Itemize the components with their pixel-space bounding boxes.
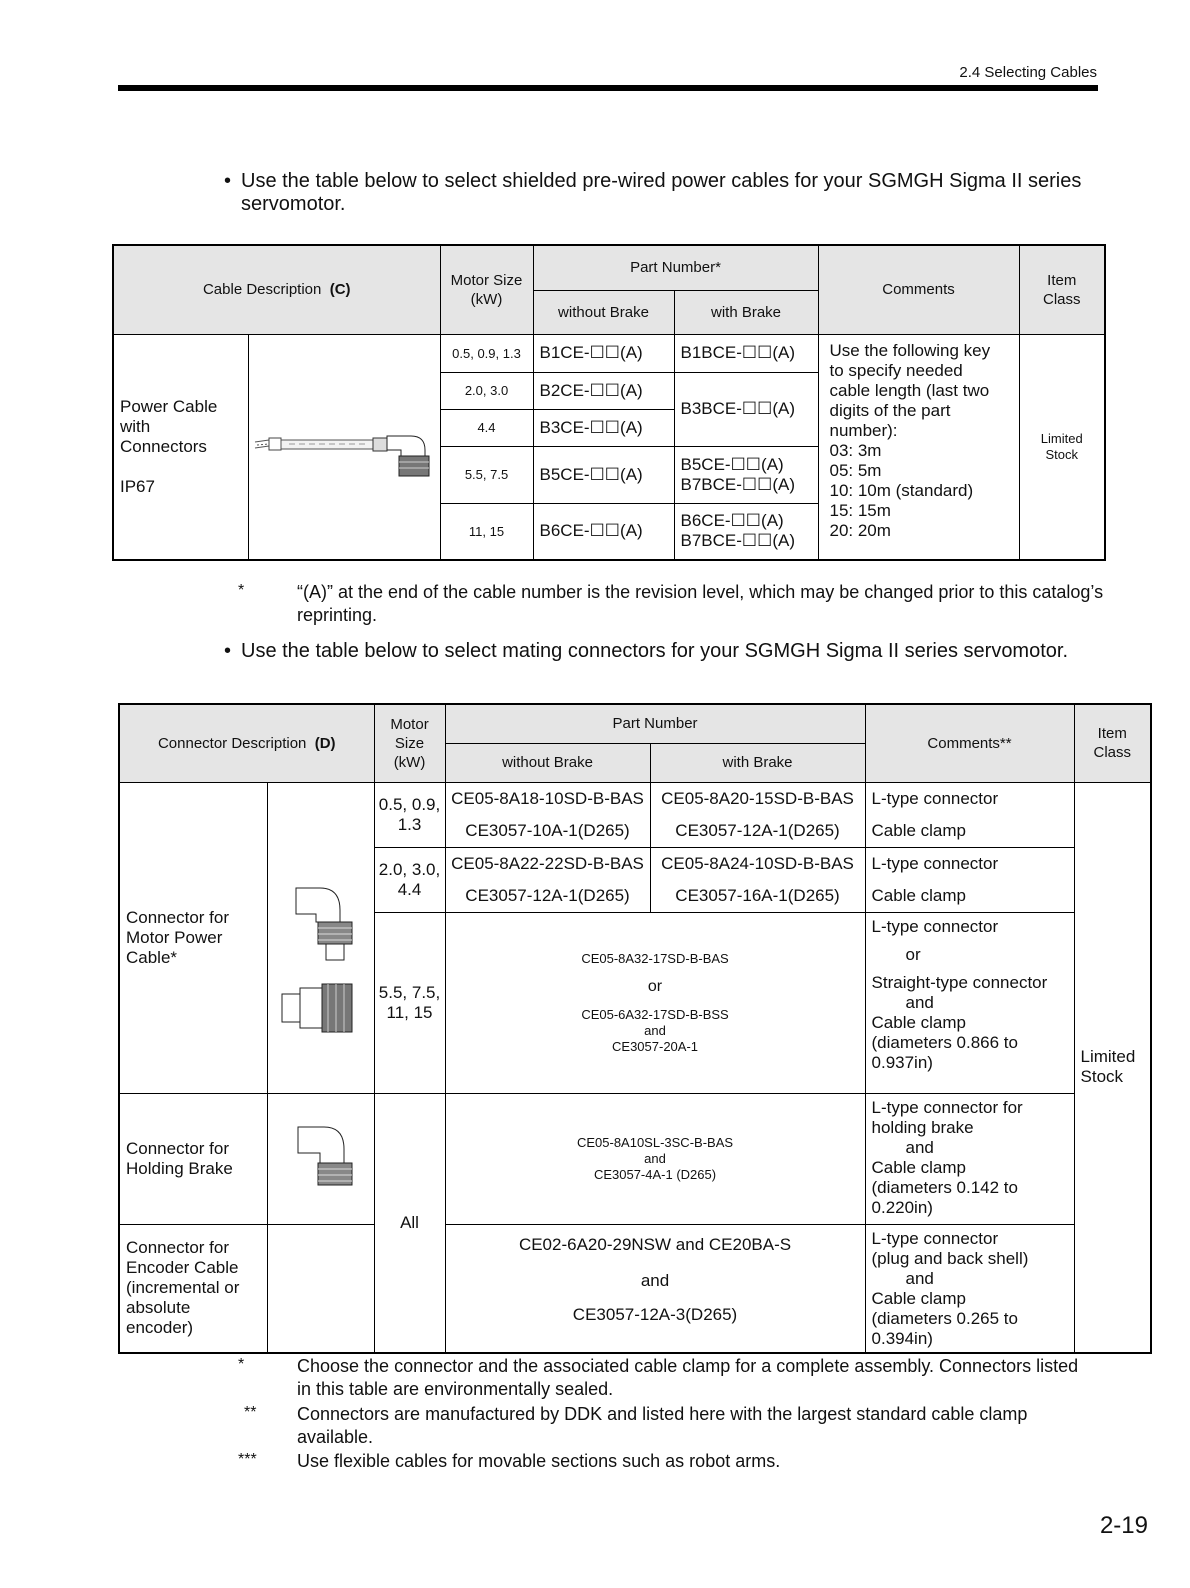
part-with-brake: B1BCE-☐☐(A) (674, 334, 818, 372)
note-mark: ** (244, 1404, 257, 1421)
connector-comment: L-type connector Cable clamp (865, 847, 1074, 912)
motor-size-cell: 5.5, 7.5, 11, 15 (374, 912, 445, 1093)
motor-size-cell: 0.5, 0.9, 1.3 (440, 334, 533, 372)
part-without-brake: B5CE-☐☐(A) (533, 446, 674, 503)
part-without-brake: B6CE-☐☐(A) (533, 503, 674, 560)
bullet-dot: • (224, 170, 232, 192)
cable-length-comments: Use the following key to specify needed cable length (last two digits of the part number): 03: 3m 05: 5m 10: 10m (standard) 15: 15m 20: 20m (818, 334, 1019, 560)
motor-size-cell: 2.0, 3.0 (440, 372, 533, 409)
brake-connector-drawing (268, 1119, 373, 1199)
part-without-brake: CE05-8A18-10SD-B-BAS CE3057-10A-1(D265) (445, 782, 650, 847)
flexible-cable-note: Use flexible cables for movable sections such as robot arms. (297, 1451, 781, 1471)
part-number-header: Part Number (445, 704, 865, 743)
part-without-brake: B2CE-☐☐(A) (533, 372, 674, 409)
intro-bullet-2 (224, 640, 1101, 663)
connector-description-header: Connector Description (D) (119, 704, 374, 782)
revision-note: “(A)” at the end of the cable number is the revision level, which may be changed prior to this catalog’s reprinting. (297, 582, 1104, 625)
power-cable-drawing (249, 412, 439, 482)
part-with-brake: B3BCE-☐☐(A) (674, 372, 818, 446)
connector-comment: L-type connector (plug and back shell) and Cable clamp (diameters 0.265 to 0.394in) (865, 1224, 1074, 1353)
holding-brake-connector-description: Connector for Holding Brake (119, 1093, 267, 1224)
power-connector-drawing (268, 838, 373, 1038)
motor-size-header: Motor Size (kW) (374, 704, 445, 782)
item-class-header: Item Class (1074, 704, 1151, 782)
without-brake-header: without Brake (533, 290, 674, 334)
item-class-cell: Limited Stock (1074, 782, 1151, 1353)
note-mark: * (238, 1356, 245, 1373)
manufacturer-note: Connectors are manufactured by DDK and listed here with the largest standard cable clamp available. (297, 1404, 1028, 1447)
page-number: 2-19 (1099, 1512, 1148, 1539)
power-cable-table (112, 244, 1106, 561)
part-without-brake: CE05-8A22-22SD-B-BAS CE3057-12A-1(D265) (445, 847, 650, 912)
part-without-brake: B1CE-☐☐(A) (533, 334, 674, 372)
note-mark: * (238, 582, 245, 599)
cable-description-header: Cable Description (C) (113, 245, 440, 334)
motor-size-cell: 2.0, 3.0, 4.4 (374, 847, 445, 912)
motor-size-cell: 0.5, 0.9, 1.3 (374, 782, 445, 847)
motor-size-cell: 4.4 (440, 409, 533, 446)
with-brake-header: with Brake (650, 743, 865, 782)
motor-size-cell: 5.5, 7.5 (440, 446, 533, 503)
part-with-brake: CE05-8A20-15SD-B-BAS CE3057-12A-1(D265) (650, 782, 865, 847)
part-with-brake: B5CE-☐☐(A) B7BCE-☐☐(A) (674, 446, 818, 503)
intro-text-2: Use the table below to select mating connectors for your SGMGH Sigma II series servomotor. (241, 640, 1069, 662)
connector-comment: L-type connector or Straight-type connector and Cable clamp (diameters 0.866 to 0.937in) (865, 912, 1074, 1093)
part-with-brake: CE05-8A24-10SD-B-BAS CE3057-16A-1(D265) (650, 847, 865, 912)
mating-connector-table (118, 703, 1152, 1354)
brake-connector-part-number: CE05-8A10SL-3SC-B-BAS and CE3057-4A-1 (D265) (445, 1093, 865, 1224)
part-number-header: Part Number* (533, 245, 818, 290)
comments-header: Comments** (865, 704, 1074, 782)
item-class-cell: Limited Stock (1019, 334, 1105, 560)
encoder-image-cell (267, 1224, 374, 1353)
bullet-dot: • (224, 640, 232, 662)
motor-size-cell: 11, 15 (440, 503, 533, 560)
intro-text-1: Use the table below to select shielded pre-wired power cables for your SGMGH Sigma II series servomotor. (241, 170, 1082, 215)
connector-comment: L-type connector Cable clamp (865, 782, 1074, 847)
brake-connector-image (267, 1093, 374, 1224)
power-cable-image (248, 334, 440, 560)
power-connector-part-number: CE05-8A32-17SD-B-BAS or CE05-6A32-17SD-B-BSS and CE3057-20A-1 (445, 912, 865, 1093)
encoder-connector-part-number: CE02-6A20-29NSW and CE20BA-S and CE3057-12A-3(D265) (445, 1224, 865, 1353)
connector-comment: L-type connector for holding brake and Cable clamp (diameters 0.142 to 0.220in) (865, 1093, 1074, 1224)
part-without-brake: B3CE-☐☐(A) (533, 409, 674, 446)
without-brake-header: without Brake (445, 743, 650, 782)
motor-size-header: Motor Size (kW) (440, 245, 533, 334)
note-mark: *** (238, 1451, 257, 1468)
header-rule (118, 85, 1098, 91)
with-brake-header: with Brake (674, 290, 818, 334)
power-cable-description: Power Cable with Connectors IP67 (113, 334, 248, 560)
part-with-brake: B6CE-☐☐(A) B7BCE-☐☐(A) (674, 503, 818, 560)
comments-header: Comments (818, 245, 1019, 334)
intro-bullet-1 (224, 170, 1111, 216)
assembly-note: Choose the connector and the associated cable clamp for a complete assembly. Connectors listed in this table are environmentally sealed. (297, 1356, 1079, 1399)
section-title: 2.4 Selecting Cables (959, 64, 1097, 81)
encoder-connector-description: Connector for Encoder Cable (incremental or absolute encoder) (119, 1224, 267, 1353)
motor-power-connector-description: Connector for Motor Power Cable* (119, 782, 267, 1093)
power-connector-images (267, 782, 374, 1093)
item-class-header: Item Class (1019, 245, 1105, 334)
motor-size-all: All (374, 1093, 445, 1353)
